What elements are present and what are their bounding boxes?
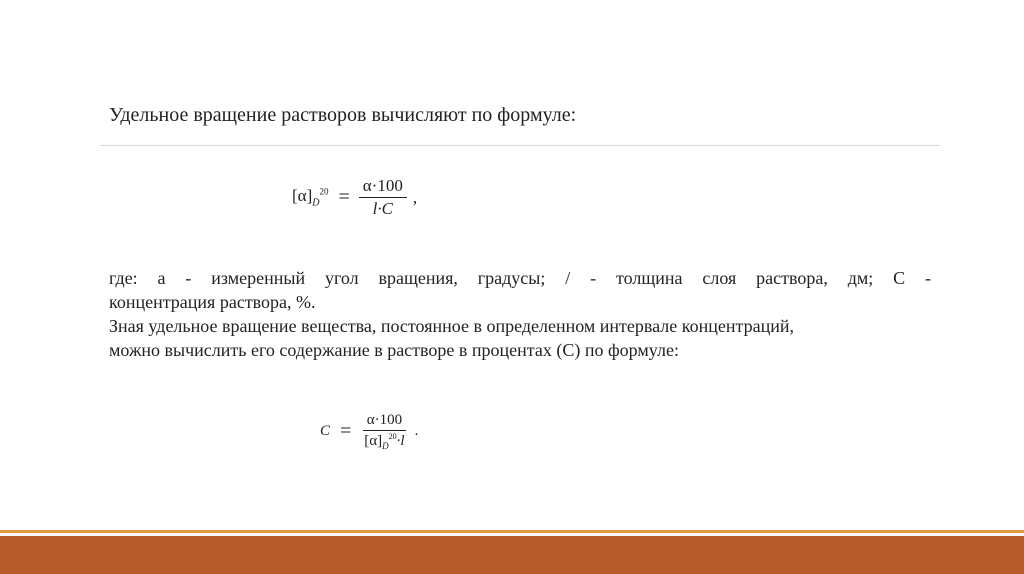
divider-line (100, 145, 940, 146)
paragraph-line-3: Зная удельное вращение вещества, постоянное в определенном интервале концентраций, (109, 316, 794, 336)
formula2-den-sup: 20 (388, 432, 397, 441)
formula2-fraction (360, 412, 408, 451)
formula1-comma: , (412, 187, 418, 207)
formula1-numerator: α·100 (359, 176, 407, 198)
formula1-equals: = (338, 186, 350, 208)
slide-heading: Удельное вращение растворов вычисляют по формуле: (109, 104, 577, 126)
footer-accent-bar (0, 536, 1024, 574)
concentration-formula (320, 412, 418, 451)
paragraph-line-1: где: a - измеренный угол вращения, градусы; / - толщина слоя раствора, дм; С - (109, 268, 931, 288)
footer-accent-line (0, 530, 1024, 533)
formula2-denominator (360, 431, 408, 451)
paragraph-line-2: концентрация раствора, %. (109, 292, 316, 312)
formula1-denominator: l·C (372, 199, 393, 218)
paragraph-line-4: можно вычислить его содержание в растворе в процентах (С) по формуле: (109, 340, 679, 360)
formula2-lhs: C (320, 423, 331, 439)
specific-rotation-formula (292, 176, 417, 219)
formula2-equals: = (340, 420, 352, 442)
formula2-den-sub: D (382, 441, 389, 451)
formula2-den-tail: ·l (396, 433, 405, 449)
formula1-lhs-symbol: [α] (292, 186, 313, 206)
formula2-den-symbol: [α] (364, 433, 383, 449)
formula1-lhs (292, 186, 328, 208)
formula2-period: . (414, 423, 419, 439)
formula1-lhs-sup: 20 (319, 186, 329, 197)
formula1-lhs-sub: D (312, 197, 320, 209)
formula1-fraction (359, 176, 407, 219)
formula2-numerator: α·100 (363, 412, 406, 431)
